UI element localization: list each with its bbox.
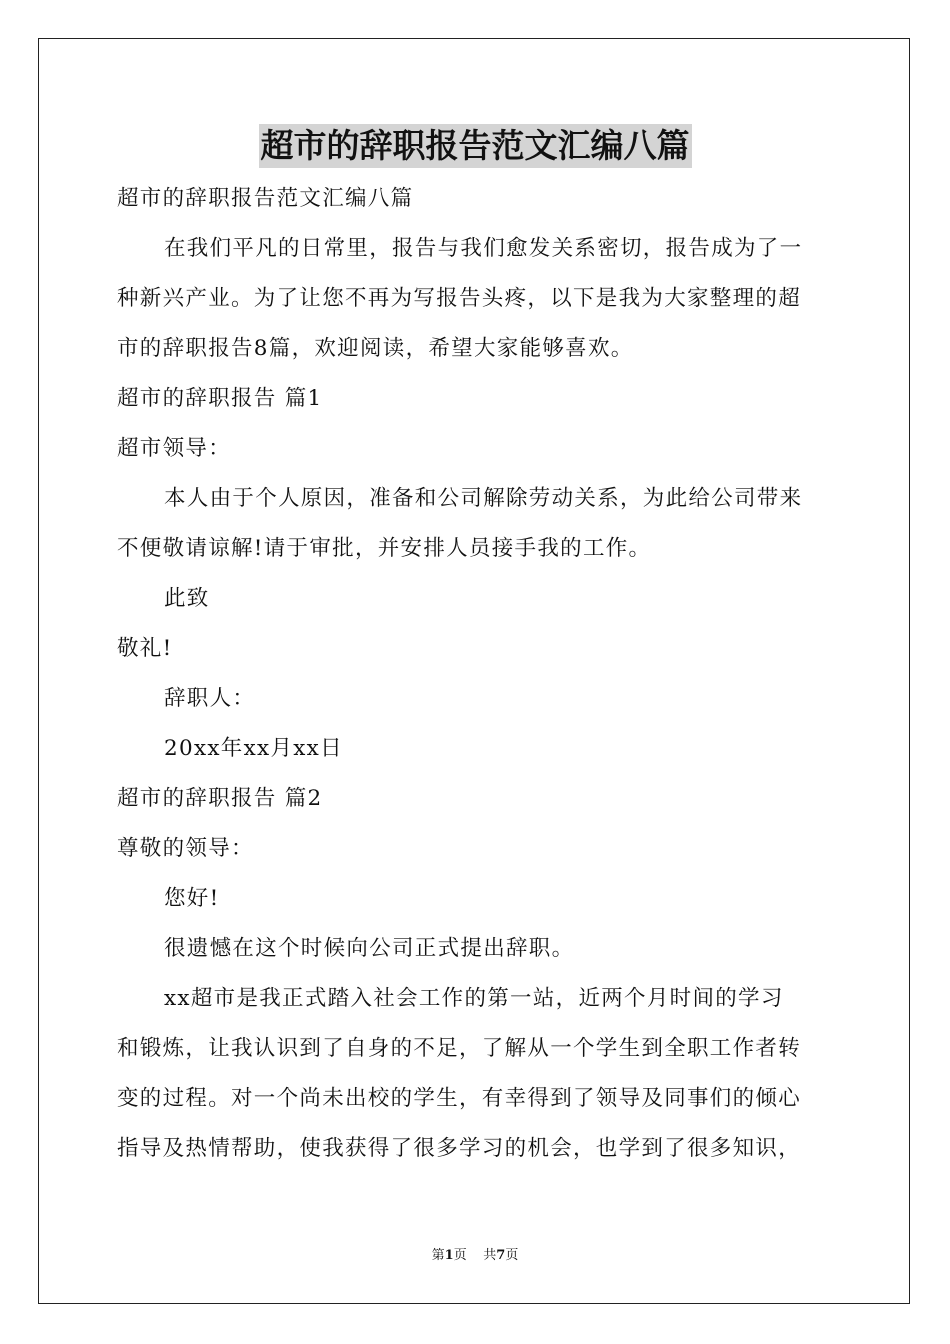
total-suffix: 页 xyxy=(505,1248,519,1263)
intro-line-1: 在我们平凡的日常里，报告与我们愈发关系密切，报告成为了一 xyxy=(164,236,803,261)
body-line-3: 很遗憾在这个时候向公司正式提出辞职。 xyxy=(164,936,575,961)
intro-line-3: 市的辞职报告8篇，欢迎阅读，希望大家能够喜欢。 xyxy=(117,336,634,361)
body-line-5: 和锻炼，让我认识到了自身的不足，了解从一个学生到全职工作者转 xyxy=(117,1036,802,1061)
total-page-number: 7 xyxy=(496,1248,506,1263)
page-footer xyxy=(0,1247,950,1265)
page-suffix: 页 xyxy=(453,1248,467,1263)
current-page-number: 1 xyxy=(444,1248,454,1263)
title-container xyxy=(0,124,950,168)
body-line-7: 指导及热情帮助，使我获得了很多学习的机会，也学到了很多知识， xyxy=(117,1136,802,1161)
date-line: 20xx年xx月xx日 xyxy=(164,736,343,761)
signature-line: 辞职人： xyxy=(164,686,256,711)
section-heading-2: 超市的辞职报告 篇2 xyxy=(117,786,323,811)
closing-line-1: 此致 xyxy=(164,586,210,611)
salutation-2: 尊敬的领导： xyxy=(117,836,254,861)
total-prefix: 共 xyxy=(483,1248,497,1263)
body-line-4: xx超市是我正式踏入社会工作的第一站，近两个月时间的学习 xyxy=(164,986,784,1011)
closing-line-2: 敬礼! xyxy=(117,636,173,661)
document-title: 超市的辞职报告范文汇编八篇 xyxy=(259,124,692,168)
intro-line-2: 种新兴产业。为了让您不再为写报告头疼，以下是我为大家整理的超 xyxy=(117,286,802,311)
body-line-2: 不便敬请谅解!请于审批，并安排人员接手我的工作。 xyxy=(117,536,652,561)
section-heading-1: 超市的辞职报告 篇1 xyxy=(117,386,323,411)
greeting-line: 您好! xyxy=(164,886,220,911)
page-prefix: 第 xyxy=(431,1248,445,1263)
body-line-6: 变的过程。对一个尚未出校的学生，有幸得到了领导及同事们的倾心 xyxy=(117,1086,802,1111)
salutation-1: 超市领导： xyxy=(117,436,232,461)
body-line-1: 本人由于个人原因，准备和公司解除劳动关系，为此给公司带来 xyxy=(164,486,803,511)
subtitle-line: 超市的辞职报告范文汇编八篇 xyxy=(117,186,414,211)
